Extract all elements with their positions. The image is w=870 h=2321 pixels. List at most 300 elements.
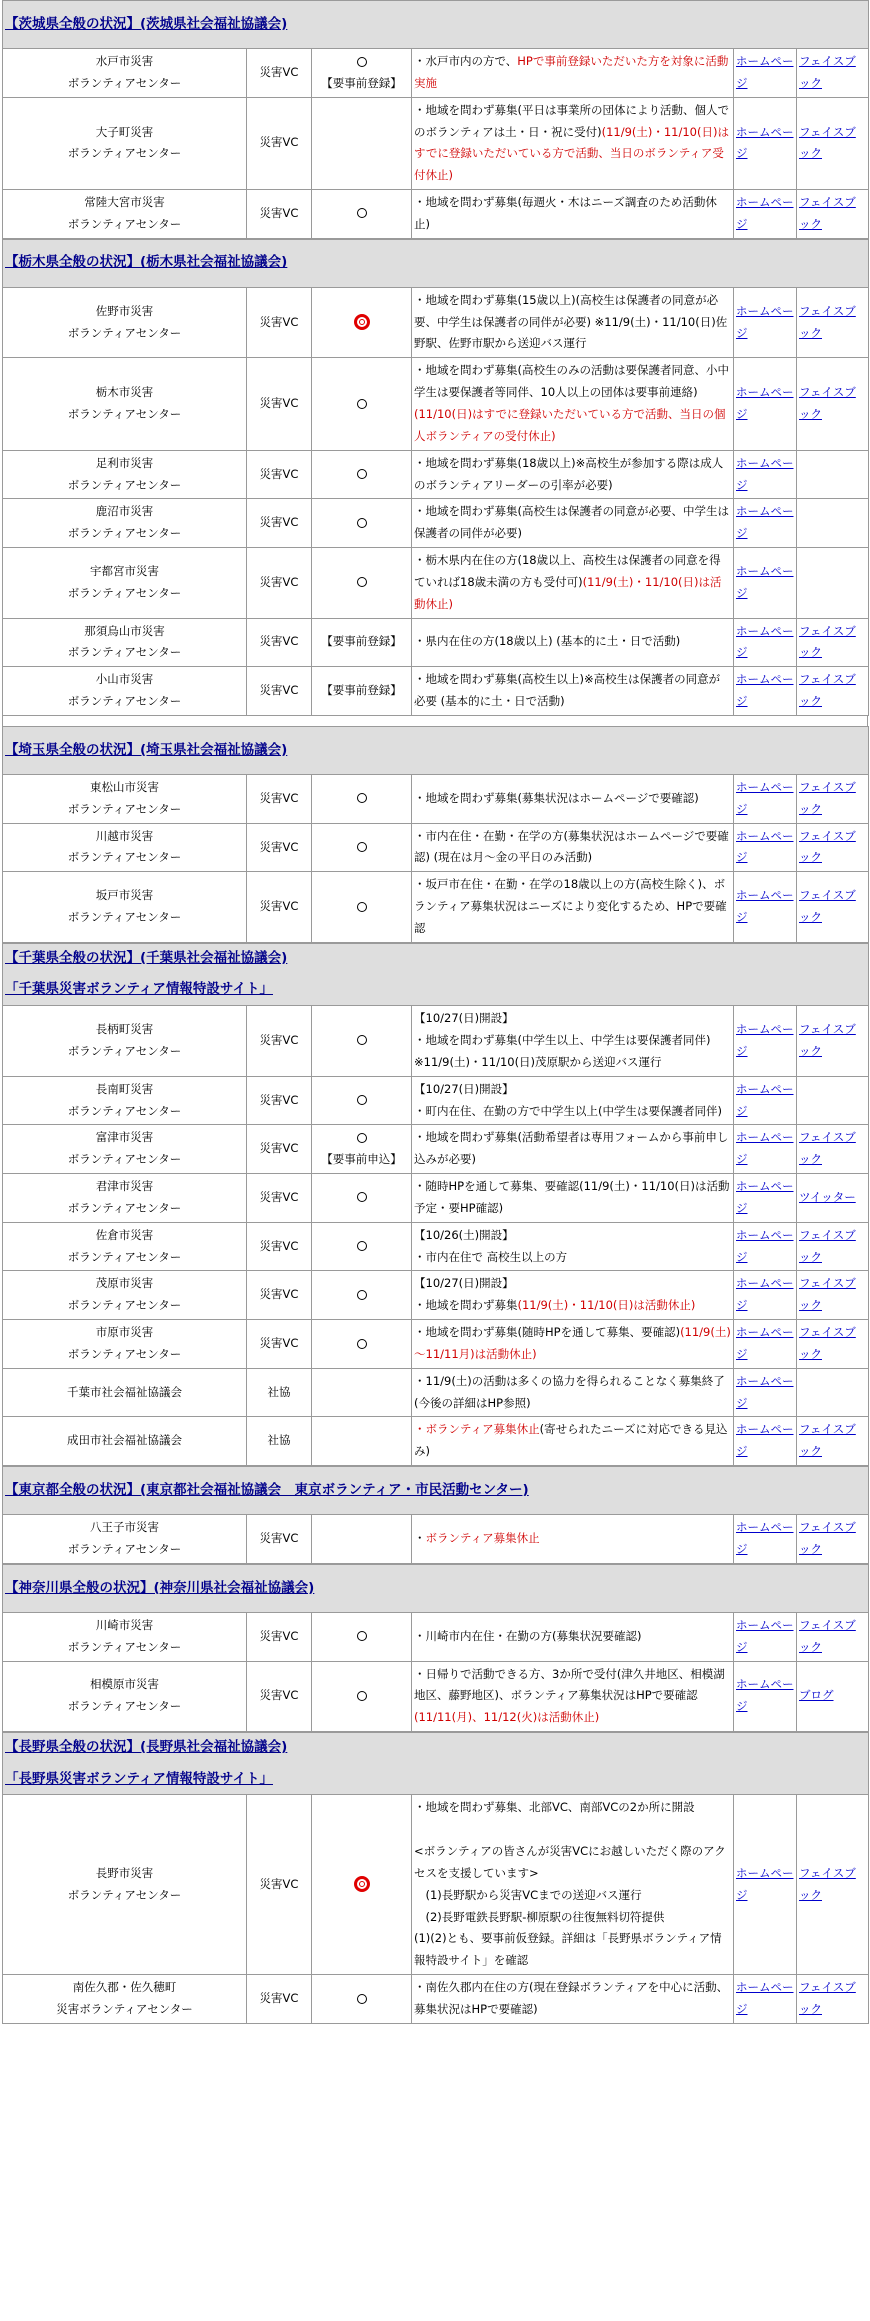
recruit-status [312,1320,412,1369]
homepage-cell [734,450,797,499]
recruit-status [312,1076,412,1125]
recruit-description [412,499,734,548]
center-type: 災害VC [247,1975,312,2024]
description-text: ・日帰りで活動できる方、3か所で受付(津久井地区、相模湖地区、藤野地区)、ボランティア募集状況はHPで要確認 [414,1666,725,1703]
description-text: 【10/27(日)開設】 [414,1081,514,1096]
section-header [3,1,869,49]
homepage-link[interactable]: ホームページ [736,1179,794,1215]
homepage-cell [734,190,797,239]
description-text: ・地域を問わず募集(中学生以上、中学生は要保護者同伴) ※11/9(土)・11/10(日)茂原駅から送迎バス運行 [414,1032,711,1069]
description-text: (2)長野電鉄長野駅-柳原駅の往復無料切符提供 [414,1909,665,1924]
homepage-link[interactable]: ホームページ [736,1227,794,1264]
center-type: 災害VC [247,1515,312,1564]
center-type: 災害VC [247,1222,312,1271]
description-text: (11/9(土)・11/10(日)は活動休止) [517,1298,696,1313]
open-circle-icon [357,1095,367,1105]
description-text: 【10/27(日)開設】 [414,1011,514,1026]
recruit-status [312,1515,412,1564]
homepage-cell [734,548,797,619]
homepage-cell [734,1271,797,1320]
social-link[interactable]: フェイスブック [799,672,856,709]
social-link[interactable]: フェイスブック [799,828,856,865]
double-circle-icon [354,1876,370,1892]
recruit-description [412,358,734,450]
social-cell [797,548,869,619]
social-cell [797,97,869,189]
recruit-description [412,1076,734,1125]
table-row [3,450,869,499]
open-circle-icon [357,1631,367,1641]
center-name: 川越市災害 ボランティアセンター [3,823,247,872]
social-cell [797,823,869,872]
homepage-cell [734,774,797,823]
description-text: ・県内在住の方(18歳以上) (基本的に土・日で活動) [414,634,681,649]
recruit-status [312,1612,412,1661]
open-circle-icon [357,1192,367,1202]
social-link[interactable]: フェイスブック [799,303,856,340]
center-type: 災害VC [247,1174,312,1223]
table-row [3,499,869,548]
recruit-status [312,1368,412,1417]
homepage-cell [734,97,797,189]
homepage-cell [734,1320,797,1369]
center-type: 災害VC [247,49,312,98]
description-text: ・地域を問わず募集(募集状況はホームページで要確認) [414,790,699,805]
table-gap [2,716,868,726]
open-circle-icon [357,842,367,852]
center-type: 社協 [247,1368,312,1417]
homepage-link[interactable]: ホームページ [736,1422,794,1459]
recruit-description [412,1661,734,1732]
social-link[interactable]: ブログ [799,1688,834,1703]
description-text: ・南佐久郡内在住の方(現在登録ボランティアを中心に活動、募集状況はHPで要確認) [414,1980,729,2016]
homepage-cell [734,667,797,716]
homepage-cell [734,287,797,358]
table-row [3,872,869,943]
open-circle-icon [357,399,367,409]
recruit-status [312,872,412,943]
open-circle-icon [357,1035,367,1045]
recruit-description [412,1271,734,1320]
homepage-link[interactable]: ホームページ [736,888,794,925]
recruit-description [412,1222,734,1271]
social-cell [797,1125,869,1174]
center-type: 災害VC [247,358,312,450]
recruit-status [312,1417,412,1466]
social-cell [797,872,869,943]
social-cell [797,1320,869,1369]
description-text: ・地域を問わず募集(高校生以上)※高校生は保護者の同意が必要 (基本的に土・日で活動) [414,672,721,709]
social-cell [797,1271,869,1320]
description-text: ・地域を問わず募集(活動希望者は専用フォームから事前申し込みが必要) [414,1130,729,1167]
center-name: 常陸大宮市災害 ボランティアセンター [3,190,247,239]
status-note: 【要事前登録】 [321,683,402,698]
description-text: ・市内在住で 高校生以上の方 [414,1249,568,1264]
homepage-link[interactable]: ホームページ [736,54,794,90]
homepage-link[interactable]: ホームページ [736,828,794,865]
table-row [3,1006,869,1077]
open-circle-icon [357,793,367,803]
homepage-cell [734,1975,797,2024]
social-link[interactable]: フェイスブック [799,1227,856,1264]
center-name: 富津市災害 ボランティアセンター [3,1125,247,1174]
section-header-row [3,1564,869,1612]
center-type: 災害VC [247,1125,312,1174]
prefecture-status-link[interactable]: 【埼玉県全般の状況】(埼玉県社会福祉協議会) [5,741,288,758]
recruit-description [412,872,734,943]
open-circle-icon [357,577,367,587]
table-row [3,1515,869,1564]
social-link[interactable]: フェイスブック [799,1520,856,1556]
social-link[interactable]: フェイスブック [799,1325,856,1361]
social-link[interactable]: ツイッター [799,1189,856,1204]
social-cell [797,190,869,239]
prefecture-table [2,943,869,1466]
special-site-link[interactable]: 「長野県災害ボランティア情報特設サイト」 [5,1770,273,1787]
homepage-cell [734,499,797,548]
social-cell [797,618,869,667]
homepage-link[interactable]: ホームページ [736,1022,794,1058]
center-name: 佐倉市災害 ボランティアセンター [3,1222,247,1271]
recruit-status [312,1006,412,1077]
homepage-link[interactable]: ホームページ [736,1980,794,2016]
social-link[interactable]: フェイスブック [799,1130,856,1167]
homepage-cell [734,1417,797,1466]
description-text: ・11/9(土)の活動は多くの協力を得られることなく募集終了(今後の詳細はHP参照) [414,1373,725,1410]
social-cell [797,1076,869,1125]
recruit-description [412,667,734,716]
social-cell [797,287,869,358]
homepage-cell [734,618,797,667]
social-link[interactable]: フェイスブック [799,54,856,90]
recruit-status [312,548,412,619]
section-header [3,239,869,287]
center-name: 八王子市災害 ボランティアセンター [3,1515,247,1564]
social-cell [797,450,869,499]
section-header [3,1467,869,1515]
recruit-status [312,287,412,358]
social-cell [797,1661,869,1732]
center-name: 君津市災害 ボランティアセンター [3,1174,247,1223]
description-text: 【10/26(土)開設】 [414,1227,514,1242]
open-circle-icon [357,1691,367,1701]
open-circle-icon [357,1994,367,2004]
table-row [3,618,869,667]
prefecture-table [2,0,869,239]
center-type: 災害VC [247,1795,312,1975]
section-header [3,943,869,1005]
social-link[interactable]: フェイスブック [799,888,856,925]
table-row [3,1417,869,1466]
homepage-link[interactable]: ホームページ [736,623,794,660]
social-link[interactable]: フェイスブック [799,195,856,231]
description-text: ・ [414,1531,426,1546]
recruit-status [312,499,412,548]
center-type: 災害VC [247,1320,312,1369]
prefecture-table [2,1732,869,2024]
recruit-description [412,97,734,189]
table-row [3,548,869,619]
social-link[interactable]: フェイスブック [799,1422,856,1459]
homepage-link[interactable]: ホームページ [736,1373,794,1410]
social-cell [797,1795,869,1975]
recruit-description [412,287,734,358]
recruit-status [312,1125,412,1174]
section-header [3,726,869,774]
homepage-cell [734,1174,797,1223]
center-name: 長南町災害 ボランティアセンター [3,1076,247,1125]
social-cell [797,1006,869,1077]
social-cell [797,667,869,716]
center-name: 千葉市社会福祉協議会 [3,1368,247,1417]
open-circle-icon [357,1339,367,1349]
description-text: HPで事前登録いただいた方を対象に活動実施 [414,54,729,90]
open-circle-icon [357,469,367,479]
status-note: 【要事前登録】 [321,75,402,90]
social-link[interactable]: フェイスブック [799,1022,856,1058]
social-cell [797,1515,869,1564]
table-row [3,1076,869,1125]
center-name: 小山市災害 ボランティアセンター [3,667,247,716]
prefecture-status-link[interactable]: 【茨城県全般の状況】(茨城県社会福祉協議会) [5,15,288,32]
homepage-cell [734,1515,797,1564]
open-circle-icon [357,1241,367,1251]
description-text: (1)(2)とも、要事前仮登録。詳細は「長野県ボランティア情報特設サイト」を確認 [414,1931,722,1968]
prefecture-status-link[interactable]: 【長野県全般の状況】(長野県社会福祉協議会) [5,1739,288,1756]
social-cell [797,1174,869,1223]
recruit-description [412,450,734,499]
recruit-status [312,190,412,239]
description-text: <ボランティアの皆さんが災害VCにお越しいただく際のアクセスを支援しています> [414,1844,726,1880]
center-type: 社協 [247,1417,312,1466]
description-text: ・地域を問わず募集、北部VC、南部VCの2か所に開設 [414,1800,695,1815]
social-link[interactable]: フェイスブック [799,1980,856,2016]
social-link[interactable]: フェイスブック [799,1617,856,1654]
homepage-cell [734,1076,797,1125]
description-text: ・ボランティア募集休止 [414,1422,540,1437]
center-type: 災害VC [247,618,312,667]
table-row [3,190,869,239]
description-text: ・地域を問わず募集(高校生は保護者の同意が必要、中学生は保護者の同伴が必要) [414,504,729,541]
status-note: 【要事前登録】 [321,634,402,649]
homepage-link[interactable]: ホームページ [736,672,794,709]
center-type: 災害VC [247,823,312,872]
homepage-link[interactable]: ホームページ [736,504,794,541]
homepage-link[interactable]: ホームページ [736,563,794,600]
center-type: 災害VC [247,548,312,619]
recruit-status [312,1795,412,1975]
homepage-link[interactable]: ホームページ [736,1677,794,1714]
description-text: ・地域を問わず募集(随時HPを通して募集、要確認) [414,1325,681,1340]
homepage-link[interactable]: ホームページ [736,124,794,161]
recruit-status [312,1661,412,1732]
description-text: ・地域を問わず募集(平日は事業所の団体により活動、個人でのボランティアは土・日・祝に受付) [414,102,729,139]
center-type: 災害VC [247,1661,312,1732]
description-text: (11/11(月)、11/12(火)は活動休止) [414,1710,600,1725]
homepage-cell [734,49,797,98]
description-text: ・川崎市内在住・在勤の方(募集状況要確認) [414,1628,642,1643]
center-name: 東松山市災害 ボランティアセンター [3,774,247,823]
description-text: ・水戸市内の方で、 [414,54,518,68]
table-row [3,97,869,189]
center-name: 那須烏山市災害 ボランティアセンター [3,618,247,667]
prefecture-table [2,239,869,716]
volunteer-table-container [2,0,868,2024]
description-text: ・町内在住、在勤の方で中学生以上(中学生は要保護者同伴) [414,1103,722,1118]
description-text: ・地域を問わず募集(毎週火・木はニーズ調査のため活動休止) [414,195,717,231]
description-text: ・地域を問わず募集(15歳以上)(高校生は保護者の同意が必要、中学生は保護者の同伴が必要) ※11/9(土)・11/10(日)佐野駅、佐野市駅から送迎バス運行 [414,292,728,351]
section-header-row [3,1,869,49]
social-link[interactable]: フェイスブック [799,124,856,161]
social-cell [797,1222,869,1271]
social-link[interactable]: フェイスブック [799,779,856,816]
recruit-status [312,774,412,823]
social-link[interactable]: フェイスブック [799,1276,856,1313]
prefecture-status-link[interactable]: 【神奈川県全般の状況】(神奈川県社会福祉協議会) [5,1579,315,1596]
recruit-description [412,618,734,667]
center-name: 市原市災害 ボランティアセンター [3,1320,247,1369]
center-name: 坂戸市災害 ボランティアセンター [3,872,247,943]
status-note: 【要事前申込】 [321,1152,402,1167]
center-name: 栃木市災害 ボランティアセンター [3,358,247,450]
recruit-description [412,1125,734,1174]
center-name: 南佐久郡・佐久穂町 災害ボランティアセンター [3,1975,247,2024]
recruit-description [412,1174,734,1223]
description-text: ・市内在住・在勤・在学の方(募集状況はホームページで要確認) (現在は月～金の平日のみ活動) [414,828,729,865]
section-header-row [3,943,869,1005]
homepage-cell [734,823,797,872]
table-row [3,1271,869,1320]
prefecture-table [2,1564,869,1732]
section-header [3,1733,869,1795]
homepage-link[interactable]: ホームページ [736,1865,794,1902]
section-header-row [3,239,869,287]
homepage-link[interactable]: ホームページ [736,385,794,421]
social-link[interactable]: フェイスブック [799,385,856,421]
homepage-link[interactable]: ホームページ [736,1520,794,1556]
description-text: ・栃木県内在住の方(18歳以上、高校生は保護者の同意を得ていれば18歳未満の方も受付可) [414,553,721,589]
center-name: 水戸市災害 ボランティアセンター [3,49,247,98]
recruit-description [412,49,734,98]
prefecture-table [2,1466,869,1564]
table-row [3,1368,869,1417]
description-text: ・地域を問わず募集(高校生のみの活動は要保護者同意、小中学生は要保護者等同伴、10人以上の団体は要事前連絡) [414,363,729,400]
homepage-link[interactable]: ホームページ [736,1130,794,1167]
table-row [3,774,869,823]
double-circle-icon [354,314,370,330]
social-cell [797,1975,869,2024]
table-row [3,49,869,98]
recruit-description [412,1417,734,1466]
recruit-description [412,1612,734,1661]
table-row [3,287,869,358]
recruit-status [312,1271,412,1320]
homepage-link[interactable]: ホームページ [736,303,794,340]
social-link[interactable]: フェイスブック [799,623,856,660]
center-name: 佐野市災害 ボランティアセンター [3,287,247,358]
section-header-row [3,726,869,774]
table-row [3,823,869,872]
recruit-status [312,97,412,189]
center-type: 災害VC [247,97,312,189]
center-type: 災害VC [247,667,312,716]
prefecture-status-link[interactable]: 【千葉県全般の状況】(千葉県社会福祉協議会) [5,949,288,966]
prefecture-status-link[interactable]: 【栃木県全般の状況】(栃木県社会福祉協議会) [5,254,288,271]
social-cell [797,499,869,548]
center-name: 大子町災害 ボランティアセンター [3,97,247,189]
homepage-cell [734,1006,797,1077]
description-text: (1)長野駅から災害VCまでの送迎バス運行 [414,1887,642,1902]
homepage-cell [734,1661,797,1732]
table-row [3,1612,869,1661]
center-type: 災害VC [247,450,312,499]
description-text: (11/9(土)・11/10(日)はすでに登録いただいている方で活動、当日のボランティア受付休止) [414,124,729,183]
homepage-link[interactable]: ホームページ [736,1617,794,1654]
recruit-status [312,1174,412,1223]
recruit-status [312,667,412,716]
homepage-link[interactable]: ホームページ [736,1276,794,1313]
description-text: (11/9(土)・11/10(日)は活動予定・要HP確認) [414,1179,730,1215]
homepage-link[interactable]: ホームページ [736,779,794,816]
recruit-status [312,618,412,667]
description-text: (11/10(日)はすでに登録いただいている方で活動、当日の個人ボランティアの受付休止) [414,406,726,443]
homepage-link[interactable]: ホームページ [736,455,794,492]
homepage-cell [734,1222,797,1271]
recruit-description [412,823,734,872]
recruit-status [312,1975,412,2024]
recruit-description [412,1368,734,1417]
open-circle-icon [357,208,367,218]
special-site-link[interactable]: 「千葉県災害ボランティア情報特設サイト」 [5,981,273,998]
center-type: 災害VC [247,774,312,823]
homepage-link[interactable]: ホームページ [736,1081,794,1118]
open-circle-icon [357,1290,367,1300]
prefecture-status-link[interactable]: 【東京都全般の状況】(東京都社会福祉協議会 東京ボランティア・市民活動センター) [5,1481,529,1498]
social-cell [797,1612,869,1661]
table-row [3,1975,869,2024]
recruit-status [312,358,412,450]
recruit-status [312,450,412,499]
center-type: 災害VC [247,1076,312,1125]
center-type: 災害VC [247,499,312,548]
center-type: 災害VC [247,190,312,239]
homepage-cell [734,872,797,943]
table-row [3,1125,869,1174]
social-link[interactable]: フェイスブック [799,1865,856,1902]
table-row [3,667,869,716]
center-type: 災害VC [247,872,312,943]
center-name: 足利市災害 ボランティアセンター [3,450,247,499]
social-cell [797,358,869,450]
center-name: 長柄町災害 ボランティアセンター [3,1006,247,1077]
open-circle-icon [357,1133,367,1143]
table-row [3,1661,869,1732]
description-text: ・坂戸市在住・在勤・在学の18歳以上の方(高校生除く)、ボランティア募集状況はニーズにより変化するため、HPで要確認 [414,877,727,935]
center-name: 長野市災害 ボランティアセンター [3,1795,247,1975]
description-text: ボランティア募集休止 [425,1531,540,1546]
homepage-link[interactable]: ホームページ [736,195,794,231]
center-type: 災害VC [247,1612,312,1661]
social-cell [797,1417,869,1466]
table-row [3,1795,869,1975]
homepage-link[interactable]: ホームページ [736,1325,794,1361]
recruit-description [412,548,734,619]
center-name: 茂原市災害 ボランティアセンター [3,1271,247,1320]
description-text: (11/9(土)～11/11月)は活動休止) [414,1325,731,1361]
description-text: (寄せられたニーズに対応できる見込み) [414,1422,728,1459]
recruit-status [312,823,412,872]
table-row [3,1174,869,1223]
